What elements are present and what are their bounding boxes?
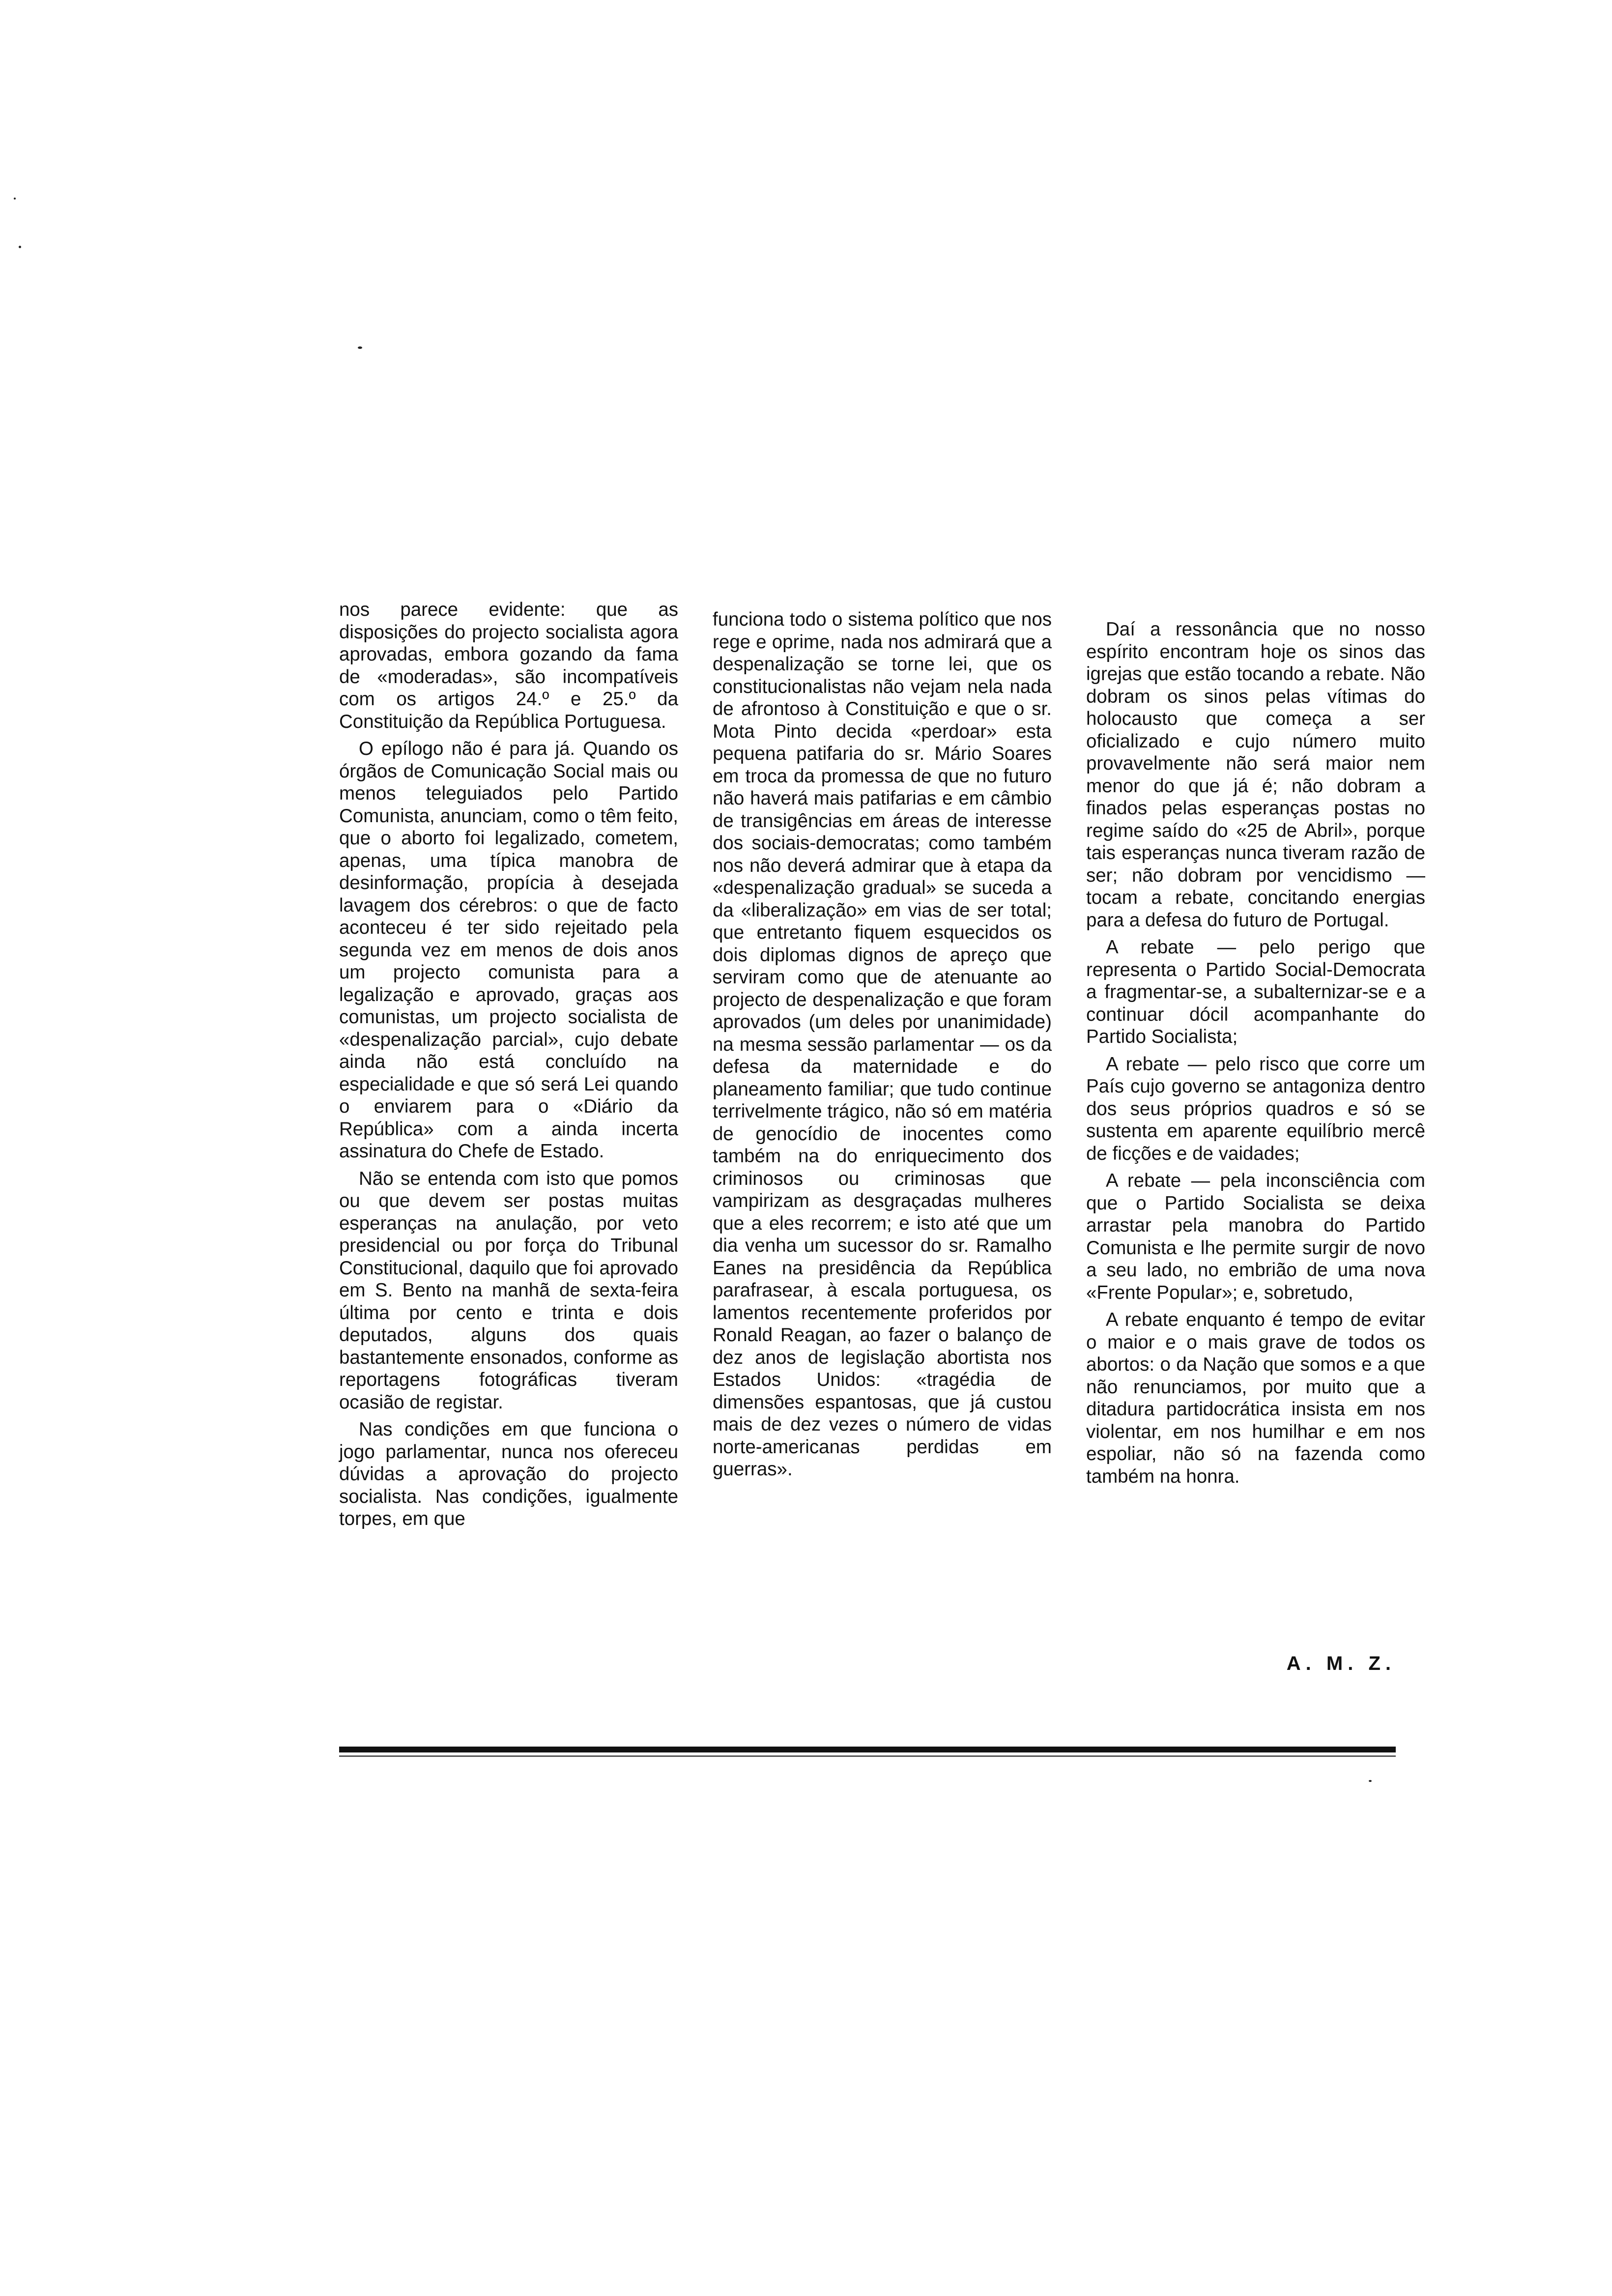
scan-speck	[14, 198, 16, 200]
scan-speck	[1369, 1780, 1372, 1782]
article-column-2	[713, 608, 1052, 1481]
article-column-3	[1086, 618, 1425, 1488]
paragraph: Nas condições em que funciona o jogo parlamentar, nunca nos ofereceu dúvidas a aprovação do projecto socialista. Nas condições, igualmente torpes, em que	[339, 1419, 678, 1529]
article	[339, 599, 1425, 1749]
paragraph: A rebate — pelo perigo que representa o Partido Social-Democrata a fragmentar-se, a subalternizar-se e a continuar dócil acompanhante do Partido Socialista;	[1086, 937, 1425, 1047]
closing-rule-thin	[339, 1755, 1396, 1757]
paragraph: funciona todo o sistema político que nos rege e oprime, nada nos admirará que a despenalização se torne lei, que os constitucionalistas não vejam nela nada de afrontoso à Constituição e que o sr. Mota Pinto decida «perdoar» esta pequena patifaria do sr. Mário Soares em troca da promessa de que no futuro não haverá mais patifarias e em câmbio de transigências em áreas de interesse dos sociais-democratas; como também nos não deverá admirar que à etapa da «despenalização gradual» se suceda a da «liberalização» em vias de ser total; que entretanto fiquem esquecidos os dois diplomas dignos de apreço que serviram como que de atenuante ao projecto de despenalização e que foram aprovados (um deles por unanimidade) na mesma sessão parlamentar — os da defesa da maternidade e do planeamento familiar; que tudo continue terrivelmente trágico, não só em matéria de genocídio de inocentes como também na do enriquecimento dos criminosos ou criminosas que vampirizam as desgraçadas mulheres que a eles recorrem; e isto até que um dia venha um sucessor do sr. Ramalho Eanes na presidência da República parafrasear, à escala portuguesa, os lamentos recentemente proferidos por Ronald Reagan, ao fazer o balanço de dez anos de legislação abortista nos Estados Unidos: «tragédia de dimensões espantosas, que já custou mais de dez vezes o número de vidas norte-americanas perdidas em guerras».	[713, 609, 1052, 1480]
paragraph: A rebate — pela inconsciência com que o Partido Socialista se deixa arrastar pela manobra do Partido Comunista e lhe permite surgir de novo a seu lado, no embrião de uma nova «Frente Popular»; e, sobretudo,	[1086, 1170, 1425, 1303]
paragraph: Não se entenda com isto que pomos ou que devem ser postas muitas esperanças na anulação, por veto presidencial ou por força do Tribunal Constitucional, daquilo que foi aprovado em S. Bento na manhã de sexta-feira última por cento e trinta e dois deputados, alguns dos quais bastantemente ensonados, conforme as reportagens fotográficas tiveram ocasião de registar.	[339, 1168, 678, 1413]
paragraph: nos parece evidente: que as disposições do projecto socialista agora aprovadas, embora gozando da fama de «moderadas», são incompatíveis com os artigos 24.º e 25.º da Constituição da República Portuguesa.	[339, 599, 678, 732]
scan-speck	[358, 346, 362, 349]
paragraph: A rebate enquanto é tempo de evitar o maior e o mais grave de todos os abortos: o da Nação que somos e a que não renunciamos, por muito que a ditadura partidocrática insista em nos violentar, em nos humilhar e em nos espoliar, não só na fazenda como também na honra.	[1086, 1309, 1425, 1487]
article-column-1	[339, 599, 678, 1530]
paragraph: Daí a ressonância que no nosso espírito encontram hoje os sinos das igrejas que estão tocando a rebate. Não dobram os sinos pelas vítimas do holocausto que começa a ser oficializado e cujo número muito provavelmente não será maior nem menor do que já é; não dobram a finados pelas esperanças postas no regime saído do «25 de Abril», porque tais esperanças nunca tiveram razão de ser; não dobram por vencidismo — tocam a rebate, concitando energias para a defesa do futuro de Portugal.	[1086, 619, 1425, 931]
paragraph: O epílogo não é para já. Quando os órgãos de Comunicação Social mais ou menos teleguiados pelo Partido Comunista, anunciam, como o têm feito, que o aborto foi legalizado, cometem, apenas, uma típica manobra de desinformação, propícia à desejada lavagem dos cérebros: o que de facto aconteceu é ter sido rejeitado pela segunda vez em menos de dois anos um projecto comunista para a legalização e aprovado, graças aos comunistas, um projecto socialista de «despenalização parcial», cujo debate ainda não está concluído na especialidade e que só será Lei quando o enviarem para o «Diário da República» com a ainda incerta assinatura do Chefe de Estado.	[339, 738, 678, 1162]
paragraph: A rebate — pelo risco que corre um País cujo governo se antagoniza dentro dos seus próprios quadros e só se sustenta em aparente equilíbrio mercê de ficções e de vaidades;	[1086, 1053, 1425, 1164]
author-signature: A. M. Z.	[1286, 1653, 1396, 1674]
closing-rule	[339, 1747, 1396, 1752]
scan-speck	[19, 246, 21, 248]
